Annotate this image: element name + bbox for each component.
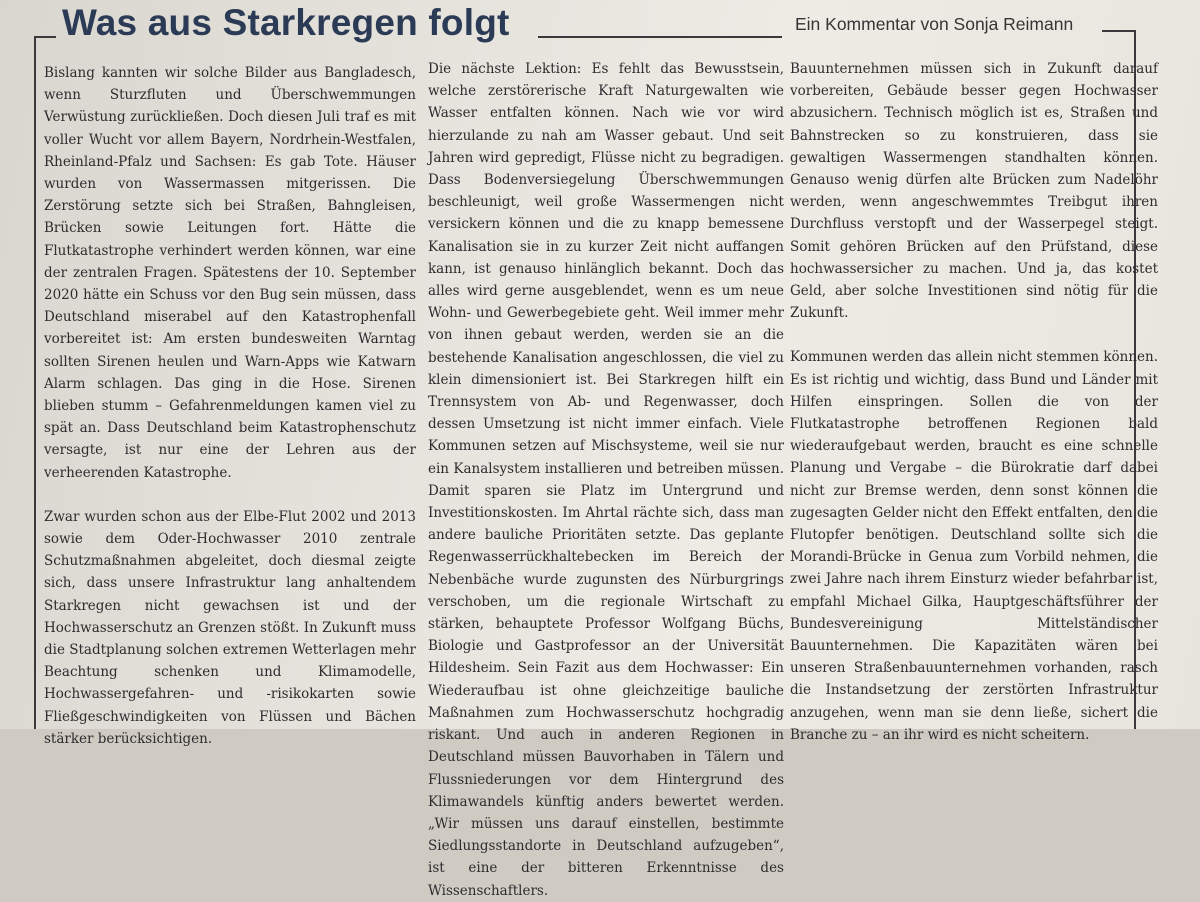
article-column-2 (428, 58, 784, 902)
header-rule (538, 36, 782, 38)
paragraph-lesson: Die nächste Lektion: Es fehlt das Bewusstsein, welche zerstörerische Kraft Naturgewalten wie Wasser entfalten können. Nach wie vor wird hierzulande zu nah am Wasser gebaut. Und seit Jahren wird gepredigt, Flüsse nicht zu begradigen. Dass Bodenversiegelung Überschwemmungen beschleunigt, weil große Wassermengen nicht versickern können und die zu knapp bemessene Kanalisation sie in zu kurzer Zeit nicht auffangen kann, ist genauso hinlänglich bekannt. Doch das alles wird gerne ausgeblendet, wenn es um neue Wohn- und Gewerbegebiete geht. Weil immer mehr von ihnen gebaut werden, werden sie an die bestehende Kanalisation angeschlossen, die viel zu klein dimensioniert ist. Bei Starkregen hilft ein Trennsystem von Ab- und Regenwasser, doch dessen Umsetzung ist nicht immer einfach. Viele Kommunen setzen auf Mischsysteme, weil sie nur ein Kanalsystem installieren und betreiben müssen. Damit sparen sie Platz im Untergrund und Investitionskosten. Im Ahrtal rächte sich, dass man andere bauliche Prioritäten setzte. Das geplante Regenwasserrückhaltebecken im Bereich der Nebenbäche wurde zugunsten des Nürburgrings verschoben, um die regionale Wirtschaft zu stärken, behauptete Professor Wolfgang Büchs, Biologie und Gastprofessor an der Universität Hildesheim. Sein Fazit aus dem Hochwasser: Ein Wiederaufbau ist ohne gleichzeitige bauliche Maßnahmen zum Hochwasserschutz hochgradig riskant. Und auch in anderen Regionen in Deutschland müssen Bauvorhaben in Tälern und Flussniederungen vor dem Hintergrund des Klimawandels künftig anders bewertet werden. „Wir müssen uns darauf einstellen, bestimmte Siedlungsstandorte in Deutschland aufzugeben“, ist eine der bitteren Erkenntnisse des Wissenschaftlers. (428, 61, 784, 899)
paragraph-protection: Zwar wurden schon aus der Elbe-Flut 2002 und 2013 sowie dem Oder-Hochwasser 2010 zentrale Schutzmaßnahmen abgeleitet, doch diesmal zeigte sich, dass unsere Infrastruktur lang anhaltendem Starkregen nicht gewachsen ist und der Hochwasserschutz an Grenzen stößt. In Zukunft muss die Stadtplanung solchen extremen Wetterlagen mehr Beachtung schenken und Klimamodelle, Hochwassergefahren- und -risikokarten sowie Fließgeschwindigkeiten von Flüssen und Bächen stärker berücksichtigen. (44, 508, 416, 747)
frame-right-top (1102, 30, 1136, 32)
byline: Ein Kommentar von Sonja Reimann (795, 14, 1074, 34)
headline: Was aus Starkregen folgt (62, 2, 510, 43)
article-column-3 (790, 58, 1158, 746)
frame-left-top (34, 36, 56, 38)
paragraph-intro: Bislang kannten wir solche Bilder aus Bangladesch, wenn Sturzfluten und Überschwemmungen Verwüstung zurückließen. Doch diesen Juli traf es mit voller Wucht vor allem Bayern, Nordrhein-Westfalen, Rheinland-Pfalz und Sachsen: Es gab Tote. Häuser wurden von Wassermassen mitgerissen. Die Zerstörung setzte sich bei Straßen, Bahngleisen, Brücken sowie Leitungen fort. Hätte die Flutkatastrophe verhindert werden können, war eine der zentralen Fragen. Spätestens der 10. September 2020 hätte ein Schuss vor den Bug sein müssen, dass Deutschland miserabel auf den Katastrophenfall vorbereitet ist: Am ersten bundesweiten Warntag sollten Sirenen heulen und Warn-Apps wie Katwarn Alarm schlagen. Das ging in die Hose. Sirenen blieben stumm – Gefahrenmeldungen kamen viel zu spät an. Dass Deutschland beim Katastrophenschutz versagte, ist nur eine der Lehren aus der verheerenden Katastrophe. (44, 65, 416, 481)
paragraph-municipalities: Kommunen werden das allein nicht stemmen können. Es ist richtig und wichtig, dass Bund und Länder mit Hilfen einspringen. Sollen die von der Flutkatastrophe betroffenen Regionen bald wiederaufgebaut werden, braucht es eine schnelle Planung und Vergabe – die Bürokratie darf dabei nicht zur Bremse werden, denn sonst können die zugesagten Gelder nicht den Effekt entfalten, den die Flutopfer benötigen. Deutschland sollte sich die Morandi-Brücke in Genua zum Vorbild nehmen, die zwei Jahre nach ihrem Einsturz wieder befahrbar ist, empfahl Michael Gilka, Hauptgeschäftsführer der Bundesvereinigung Mittelständischer Bauunternehmen. Die Kapazitäten wären bei unseren Straßenbauunternehmen vorhanden, rasch die Instandsetzung der zerstörten Infrastruktur anzugehen, wenn man sie denn ließe, sichert die Branche zu – an ihr wird es nicht scheitern. (790, 349, 1158, 743)
article-column-1 (44, 62, 416, 750)
paragraph-construction: Bauunternehmen müssen sich in Zukunft darauf vorbereiten, Gebäude besser gegen Hochwasser abzusichern. Technisch möglich ist es, Straßen und Bahnstrecken so zu konstruieren, dass sie gewaltigen Wassermengen standhalten können. Genauso wenig dürfen alte Brücken zum Nadelöhr werden, wenn angeschwemmtes Treibgut ihren Durchfluss verstopft und der Wasserpegel steigt. Somit gehören Brücken auf den Prüfstand, diese hochwassersicher zu machen. Und ja, das kostet Geld, aber solche Investitionen sind nötig für die Zukunft. (790, 61, 1158, 322)
frame-left (34, 36, 36, 729)
